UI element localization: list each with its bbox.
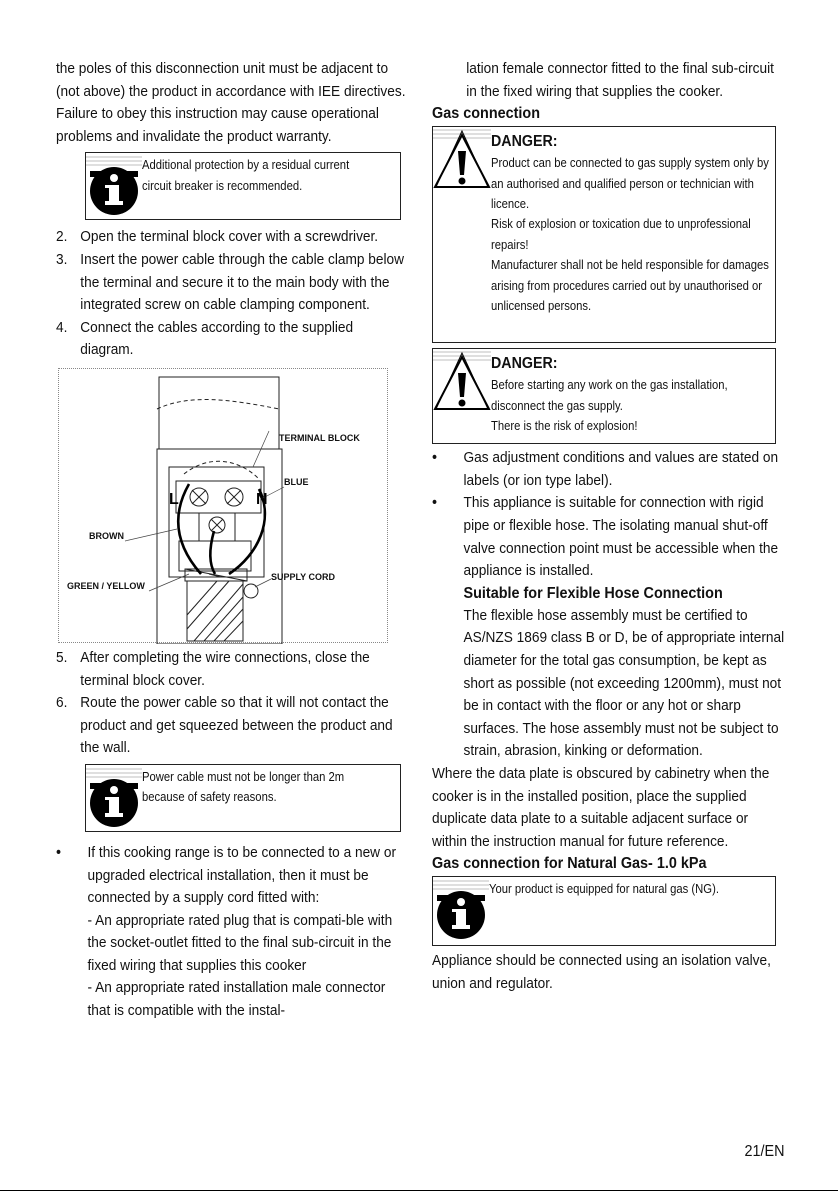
- warning-triangle-icon: [433, 127, 491, 197]
- info-note-natural-gas: [432, 876, 776, 946]
- danger-title: DANGER:: [491, 133, 558, 151]
- left-column: [56, 58, 406, 1023]
- bullet-item: • Gas adjustment conditions and values are stated on labels (or ion type label).: [432, 447, 787, 492]
- right-column: [432, 58, 787, 995]
- green-yellow-wire-label: GREEN / YELLOW: [67, 580, 145, 591]
- danger-note-authorised: [432, 126, 776, 343]
- wiring-diagram-svg: [59, 369, 389, 644]
- bullet-marker: [432, 492, 464, 763]
- bullet-marker: [432, 447, 464, 492]
- step-item: 4. Connect the cables according to the supplied diagram.: [56, 318, 354, 359]
- danger-line: Before starting any work on the gas installation, disconnect the gas supply.: [491, 377, 728, 413]
- intro-paragraph: the poles of this disconnection unit must be adjacent to (not above) the product in accordance with IEE directives. Failure to obey this instruction may cause operational problems and invalidate the product warranty.: [56, 60, 406, 145]
- terminal-l-label: L: [169, 490, 179, 508]
- danger-line: Risk of explosion or toxication due to unprofessional repairs!: [491, 216, 751, 252]
- natural-gas-heading: Gas connection for Natural Gas- 1.0 kPa: [432, 855, 707, 873]
- info-icon: [86, 765, 142, 831]
- page-number: 21/EN: [743, 1143, 784, 1160]
- isolation-valve-paragraph: Appliance should be connected using an isolation valve, union and regulator.: [432, 952, 771, 992]
- info-note-text: Additional protection by a residual current circuit breaker is recommended.: [142, 157, 350, 193]
- terminal-n-label: N: [256, 490, 268, 508]
- flexible-hose-heading: Suitable for Flexible Hose Connection: [463, 584, 723, 602]
- gas-connection-heading: Gas connection: [432, 105, 541, 123]
- supply-cord-label: SUPPLY CORD: [271, 571, 336, 582]
- flexible-hose-text: The flexible hose assembly must be certified to AS/NZS 1869 class B or D, be of appropriate internal diameter for the total gas consumption, be kept as short as possible (not exceeding 1200mm), must not be in contact with the floor or any hot or sharp surfaces. The hose assembly must not be subject to strain, abrasion, kinking or deformation.: [463, 606, 785, 760]
- blue-wire-label: BLUE: [284, 476, 309, 487]
- info-icon: [86, 153, 142, 219]
- info-note-cable-length: [85, 764, 401, 832]
- step-item: 3. Insert the power cable through the cable clamp below the terminal and secure it to the main body with the integrated screw on cable clamping component.: [56, 250, 404, 314]
- steps-list-b: [56, 647, 406, 760]
- bullet-marker: [56, 842, 88, 1023]
- bullet-item: • This appliance is suitable for connection with rigid pipe or flexible hose. The isolating manual shut-off valve connection point must be accessible when the appliance is installed. Suitable for Flexible Hose Connection The flexible hose assembly must be certified to AS/NZS 1869 class B or D, be of appropriate internal diameter for the total gas consumption, be kept as short as possible (not exceeding 1200mm), must not be in contact with the floor or any hot or sharp surfaces. The hose assembly must not be subject to strain, abrasion, kinking or deformation.: [432, 492, 787, 763]
- continuation-text: lation female connector fitted to the final sub-circuit in the fixed wiring that supplies the cooker.: [466, 60, 774, 100]
- danger-note-gas-supply: [432, 348, 776, 444]
- step-item: 5. After completing the wire connections, close the terminal block cover.: [56, 648, 370, 689]
- data-plate-paragraph: Where the data plate is obscured by cabinetry when the cooker is in the installed position, place the supplied duplicate data plate to a suitable adjacent surface or within the instruction manual for future reference.: [432, 764, 770, 850]
- danger-line: Product can be connected to gas supply system only by an authorised and qualified person or technician with licence.: [491, 155, 769, 211]
- wiring-diagram: [58, 368, 388, 643]
- danger-title: DANGER:: [491, 355, 558, 373]
- step-item: 2. Open the terminal block cover with a screwdriver.: [56, 228, 379, 246]
- danger-line: There is the risk of explosion!: [491, 418, 638, 433]
- step-item: 6. Route the power cable so that it will not contact the product and get squeezed between the product and the wall.: [56, 694, 393, 757]
- info-note-rcd: [85, 152, 401, 220]
- info-note-text: Power cable must not be longer than 2m because of safety reasons.: [142, 768, 345, 805]
- brown-wire-label: BROWN: [89, 530, 124, 541]
- terminal-block-label: TERMINAL BLOCK: [279, 432, 360, 443]
- danger-line: Manufacturer shall not be held responsible for damages arising from procedures carried out by unauthorised or unlicensed persons.: [491, 257, 769, 314]
- warning-triangle-icon: [433, 349, 491, 419]
- bullet-item: • If this cooking range is to be connected to a new or upgraded electrical installation, then it must be connected by a supply cord fitted with: - An appropriate rated plug that is compati-ble with the socket-outlet fitted to the final sub-circuit in the fixed wiring that supplies this cooker - An appropriate rated installation male connector that is compatible with the instal-: [56, 842, 406, 1023]
- info-note-text: Your product is equipped for natural gas (NG).: [489, 881, 719, 897]
- steps-list-a: [56, 226, 406, 362]
- info-icon: [433, 877, 489, 943]
